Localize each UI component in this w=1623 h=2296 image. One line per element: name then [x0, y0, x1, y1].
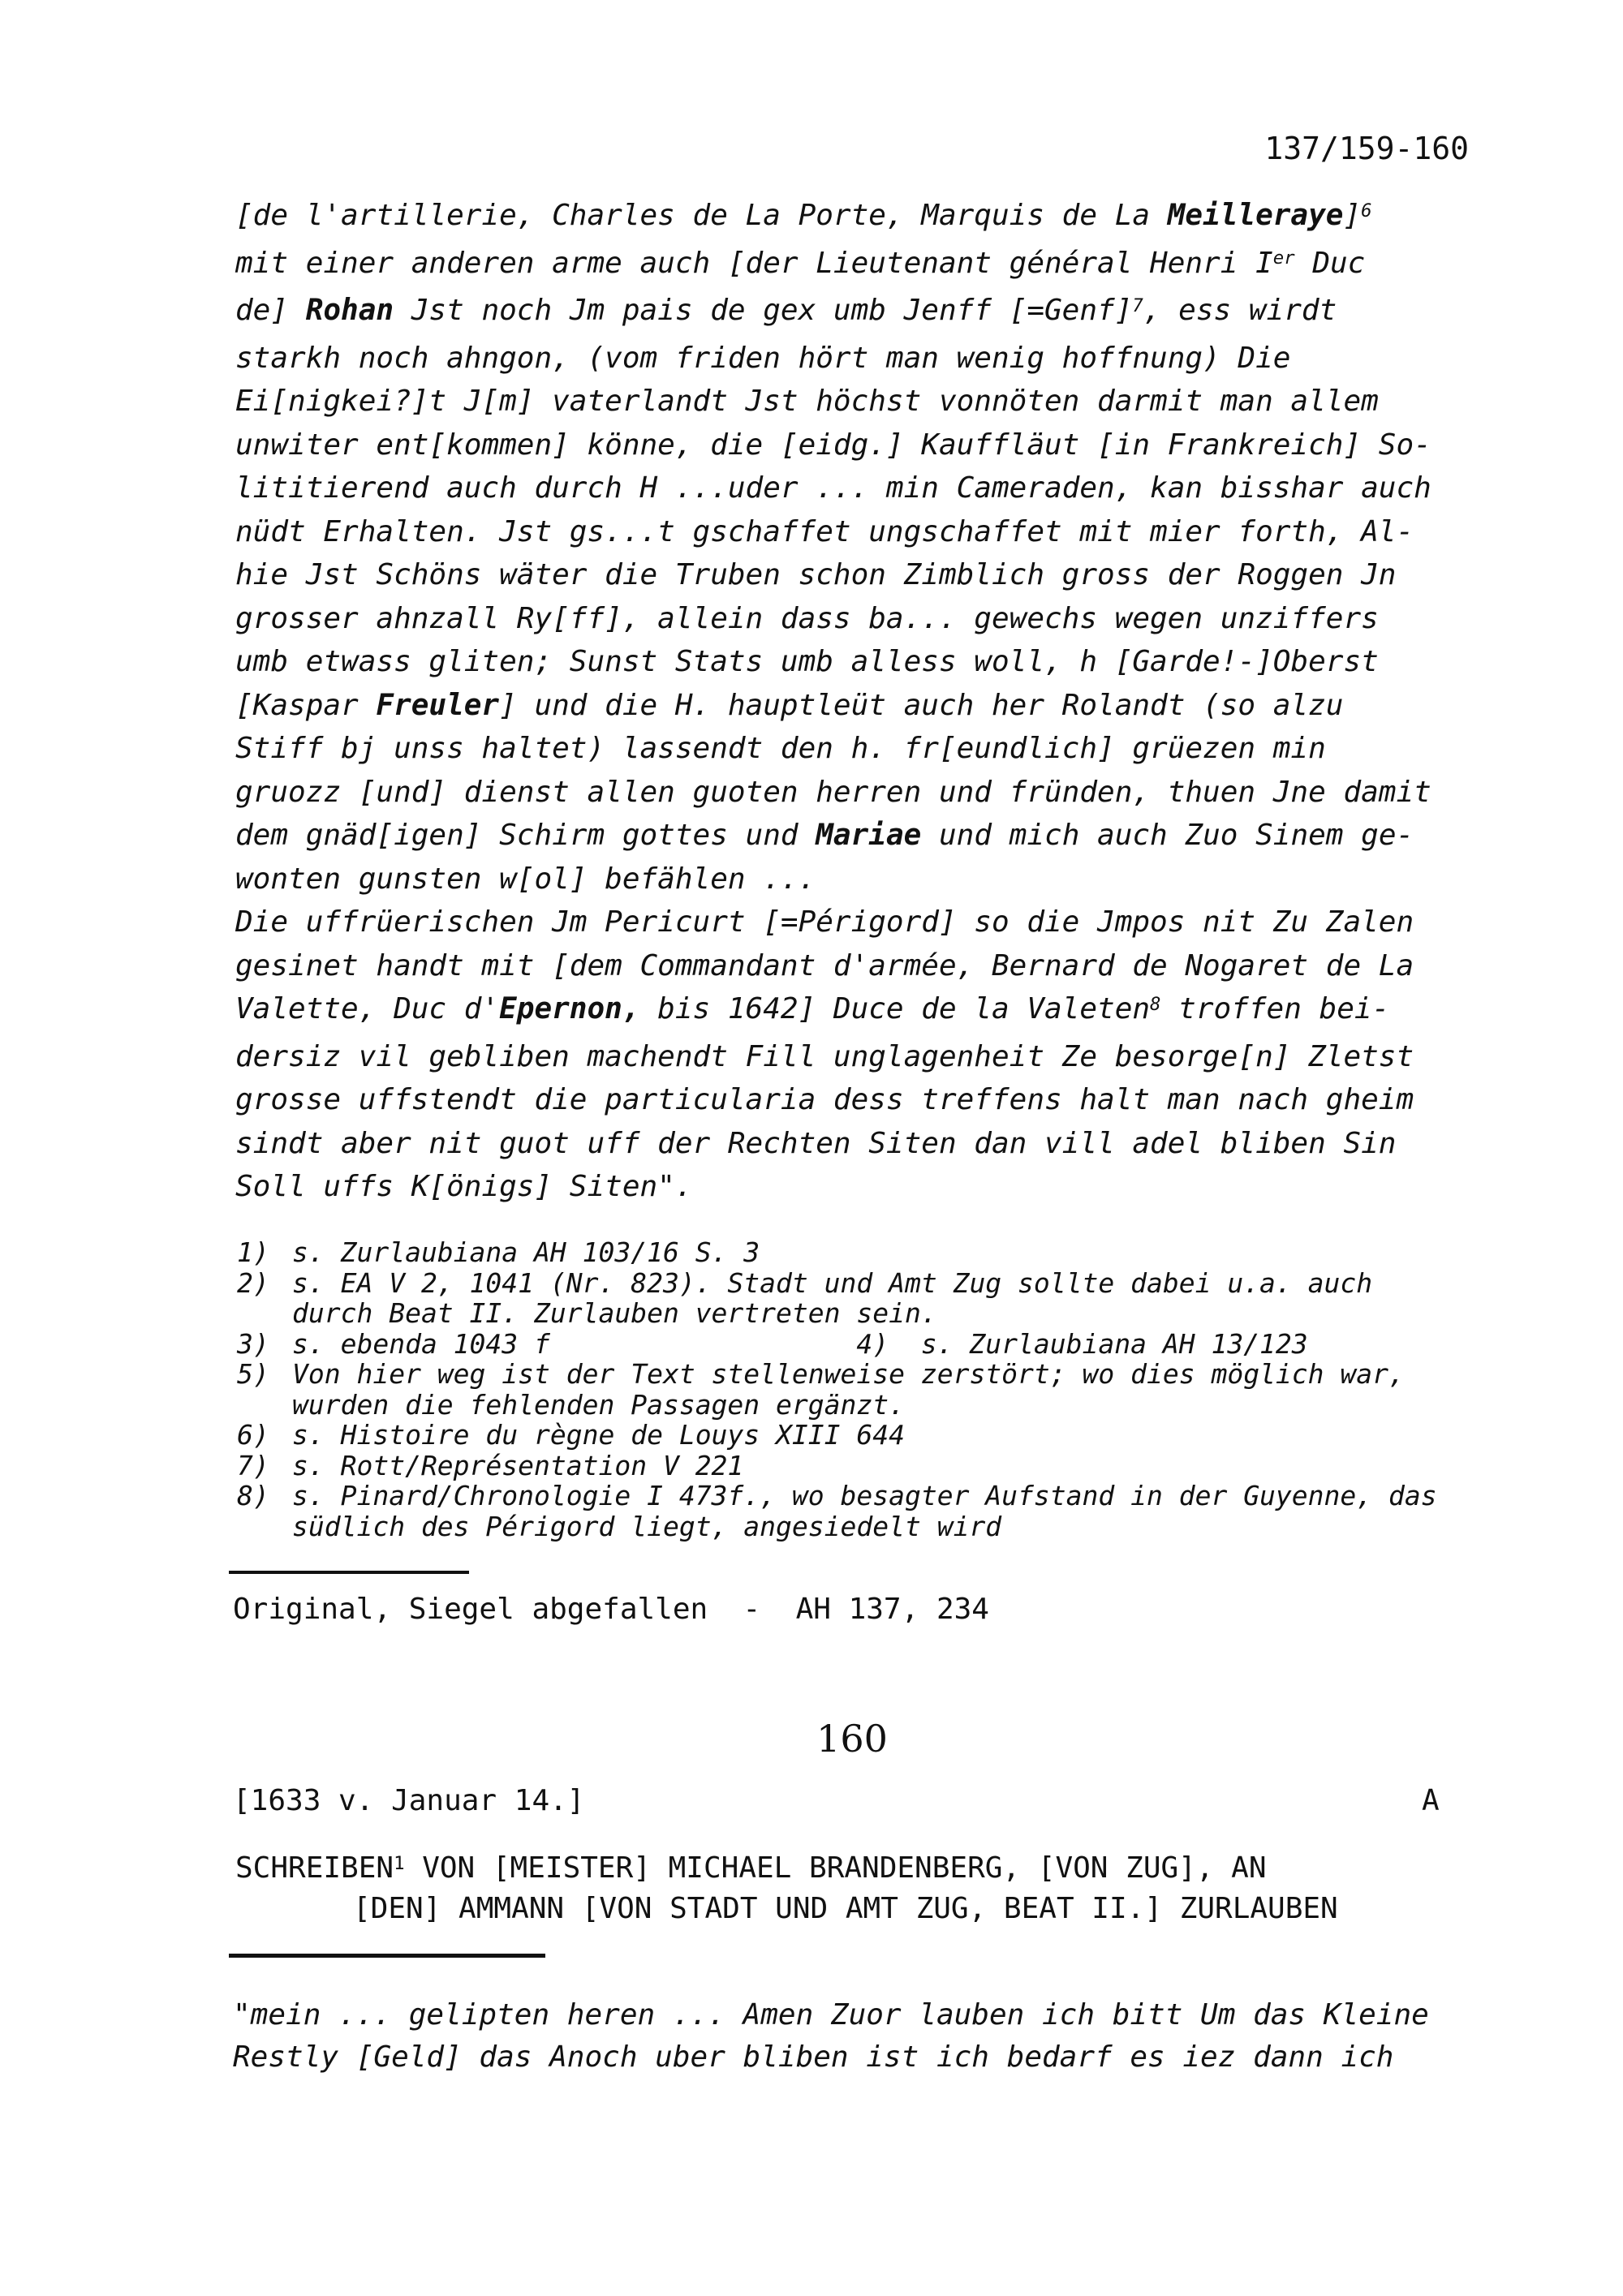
footnote-number: [237, 1390, 292, 1421]
footnote-row: [237, 1420, 1437, 1451]
text-line: [235, 424, 1431, 467]
footnote-row: [237, 1511, 1437, 1542]
footnote-row: [237, 1359, 1437, 1390]
footnote-text: wurden die fehlenden Passagen ergänzt.: [292, 1388, 905, 1421]
text-segment: Stiff bj unss haltet) lassendt den h. fr[eundlich] grüezen min: [235, 732, 1326, 765]
footnote-marker: 6: [1361, 200, 1372, 221]
emphasized-name: Mariae: [816, 819, 922, 852]
text-line: [235, 987, 1431, 1035]
text-segment: VON [MEISTER] MICHAEL BRANDENBERG, [VON ZUG], AN: [404, 1851, 1267, 1885]
text-segment: SCHREIBEN: [235, 1851, 394, 1885]
emphasized-name: Meilleraye: [1167, 199, 1344, 232]
text-line: [235, 1078, 1431, 1122]
text-segment: dersiz vil gebliben machendt Fill unglagenheit Ze besorge[n] Zletst: [235, 1039, 1414, 1073]
title-divider-rule: [229, 1954, 545, 1958]
footnote-marker: er: [1272, 247, 1295, 269]
text-segment: Soll uffs K[önigs] Siten".: [235, 1170, 693, 1203]
footnote-row: [237, 1298, 1437, 1329]
text-line: [235, 289, 1431, 337]
text-line: [235, 467, 1431, 510]
text-line: Restly [Geld] das Anoch uber bliben ist ich bedarf es iez dann ich: [233, 2040, 1394, 2074]
footnote-text: s. Histoire du règne de Louys XIII 644: [292, 1419, 905, 1451]
footnote-number: 8): [237, 1480, 269, 1511]
footnote-number: 2): [237, 1266, 269, 1299]
footnote-marker: 8: [1150, 993, 1161, 1015]
text-segment: Die uffrüerischen Jm Pericurt [=Périgord] so die Jmpos nit Zu Zalen: [235, 905, 1414, 939]
emphasized-name: Rohan: [305, 294, 394, 327]
document-date: [1633 v. Januar 14.]: [233, 1784, 585, 1817]
text-segment: lititierend auch durch H ...uder ... min Cameraden, kan bisshar auch: [235, 471, 1431, 505]
text-line: [235, 814, 1431, 858]
footnote-text: s. EA V 2, 1041 (Nr. 823). Stadt und Amt Zug sollte dabei u.a. auch: [292, 1266, 1373, 1299]
footnote-text: Von hier weg ist der Text stellenweise zerstört; wo dies möglich war,: [292, 1358, 1405, 1390]
text-segment: [Kaspar: [235, 688, 377, 722]
letter-160-title-line-1: [235, 1850, 1338, 1890]
footnote-number: [237, 1298, 292, 1329]
text-line: [235, 597, 1431, 641]
footnote-text: durch Beat II. Zurlauben vertreten sein.: [292, 1297, 937, 1329]
letter-160-quote: [233, 1994, 1429, 2079]
text-segment: ] und die H. hauptleüt auch her Rolandt (so alzu: [499, 688, 1344, 722]
footnote-row: [237, 1329, 1437, 1360]
text-line: [235, 553, 1431, 597]
letter-160-title: [235, 1850, 1338, 1927]
text-line: [235, 1165, 1431, 1209]
letter-159-body: [235, 194, 1431, 1209]
text-segment: troffen bei-: [1160, 992, 1390, 1025]
footnote-number: 5): [237, 1358, 269, 1390]
text-line: [235, 727, 1431, 771]
footnote-number: [237, 1511, 292, 1542]
emphasized-name: Epernon,: [499, 992, 640, 1025]
footnote-row: [237, 1390, 1437, 1421]
footnote-number: 7): [237, 1449, 269, 1481]
footnote-text: s. Rott/Représentation V 221: [292, 1449, 744, 1481]
text-segment: gruozz [und] dienst allen guoten herren und fründen, thuen Jne damit: [235, 775, 1431, 809]
text-segment: grosser ahnzall Ry[ff], allein dass ba... gewechs wegen unziffers: [235, 601, 1379, 635]
text-segment: de]: [235, 294, 306, 327]
text-line: [235, 194, 1431, 242]
footnote-number: 6): [237, 1419, 269, 1451]
text-segment: umb etwass gliten; Sunst Stats umb alless woll, h [Garde!-]Oberst: [235, 645, 1379, 678]
text-segment: , ess wirdt: [1143, 294, 1337, 327]
text-line: [235, 640, 1431, 684]
text-line: [235, 1035, 1431, 1079]
text-segment: starkh noch ahngon, (vom friden hört man wenig hoffnung) Die: [235, 341, 1291, 375]
text-segment: grosse uffstendt die particularia dess treffens halt man nach gheim: [235, 1083, 1414, 1116]
text-segment: nüdt Erhalten. Jst gs...t gschaffet ungschaffet mit mier forth, Al-: [235, 514, 1414, 548]
text-line: [235, 510, 1431, 554]
text-line: [235, 901, 1431, 944]
text-segment: gesinet handt mit [dem Commandant d'armée, Bernard de Nogaret de La: [235, 948, 1414, 982]
text-segment: mit einer anderen arme auch [der Lieutenant général Henri I: [235, 246, 1273, 280]
text-segment: ]: [1343, 199, 1362, 232]
text-line: [235, 1122, 1431, 1166]
text-segment: und mich auch Zuo Sinem ge-: [921, 819, 1414, 852]
footnote-text: südlich des Périgord liegt, angesiedelt wird: [292, 1510, 1002, 1542]
footnote-marker: 7: [1132, 295, 1143, 316]
footnote-number: 3): [237, 1327, 269, 1360]
document-number-heading: 160: [816, 1717, 888, 1761]
footnote-row: [237, 1451, 1437, 1481]
footnote-number: 1): [237, 1236, 269, 1268]
provenance-divider-rule: [229, 1571, 469, 1574]
document-marker-a: A: [1422, 1784, 1440, 1817]
text-segment: Duc: [1294, 246, 1366, 280]
text-segment: [de l'artillerie, Charles de La Porte, Marquis de La: [235, 199, 1168, 232]
text-line: "mein ... gelipten heren ... Amen Zuor lauben ich bitt Um das Kleine: [233, 1998, 1429, 2032]
text-line: [235, 944, 1431, 988]
text-segment: hie Jst Schöns wäter die Truben schon Zimblich gross der Roggen Jn: [235, 558, 1397, 591]
letter-159-footnotes: [237, 1237, 1437, 1541]
text-line: [235, 380, 1431, 424]
text-line: [235, 684, 1431, 728]
text-line: [235, 242, 1431, 290]
footnote-row: [237, 1237, 1437, 1268]
provenance-line: Original, Siegel abgefallen - AH 137, 234: [233, 1593, 989, 1626]
text-line: [235, 858, 1431, 901]
text-segment: wonten gunsten w[ol] befählen ...: [235, 862, 816, 896]
footnote-text: s. Pinard/Chronologie I 473f., wo besagter Aufstand in der Guyenne, das: [292, 1480, 1437, 1511]
text-segment: Jst noch Jm pais de gex umb Jenff [=Genf]: [394, 294, 1133, 327]
text-segment: Valette, Duc d': [235, 992, 500, 1025]
emphasized-name: Freuler: [376, 688, 500, 722]
footnote-row: [237, 1268, 1437, 1299]
text-segment: dem gnäd[igen] Schirm gottes und: [235, 819, 816, 852]
text-segment: unwiter ent[kommen] könne, die [eidg.] Kauffläut [in Frankreich] So-: [235, 428, 1431, 462]
text-segment: Ei[nigkei?]t J[m] vaterlandt Jst höchst vonnöten darmit man allem: [235, 385, 1379, 418]
text-segment: sindt aber nit guot uff der Rechten Siten dan vill adel bliben Sin: [235, 1126, 1397, 1160]
text-segment: bis 1642] Duce de la Valeten: [639, 992, 1151, 1025]
footnote-text: s. Zurlaubiana AH 103/16 S. 3: [292, 1236, 760, 1268]
text-line: [235, 771, 1431, 815]
page-header-reference: 137/159-160: [1264, 131, 1469, 166]
footnote-marker: 1: [394, 1852, 405, 1874]
letter-160-title-line-2: [DEN] AMMANN [VON STADT UND AMT ZUG, BEAT II.] ZURLAUBEN: [353, 1892, 1338, 1925]
footnote-text: s. ebenda 1043 f 4) s. Zurlaubiana AH 13/123: [292, 1327, 1308, 1360]
text-line: [235, 337, 1431, 381]
footnote-row: [237, 1481, 1437, 1511]
